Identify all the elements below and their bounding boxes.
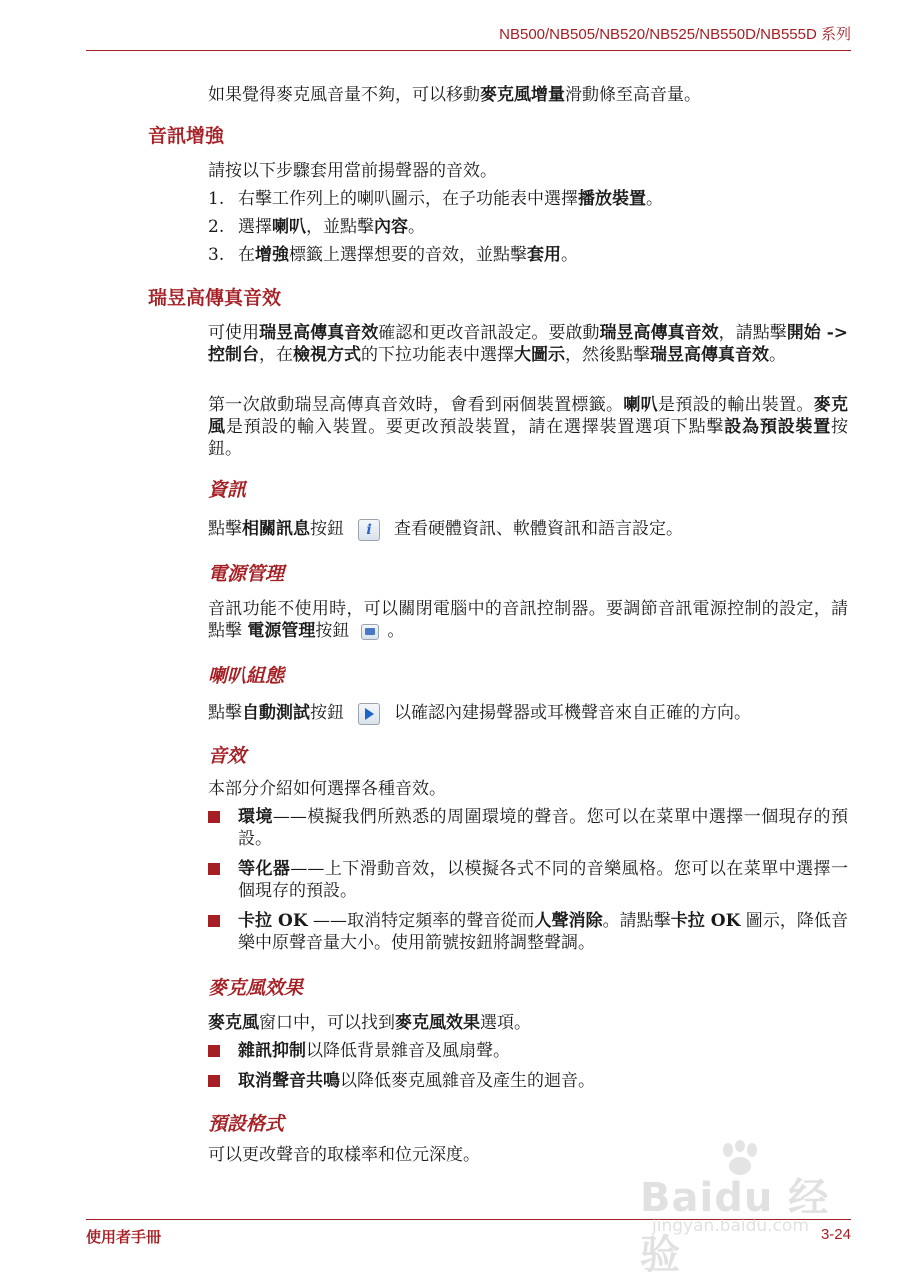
list-item-noise-suppression	[208, 1040, 848, 1062]
step-text: ，並點擊	[306, 217, 374, 237]
vocal-removal-term: 人聲消除	[534, 911, 603, 931]
text: 是預設的輸出裝置。	[657, 395, 814, 415]
play-icon[interactable]	[358, 703, 380, 725]
karaoke-term: 卡拉 OK	[670, 911, 741, 931]
step-2	[208, 216, 848, 238]
text: 選項。	[480, 1013, 531, 1033]
power-paragraph	[208, 598, 848, 642]
list-item-environment	[208, 806, 848, 850]
audio-enhance-desc: 請按以下步驟套用當前揚聲器的音效。	[208, 161, 497, 181]
text: 按鈕。	[208, 417, 849, 459]
power-management-icon[interactable]	[361, 624, 379, 640]
realtek-term: 瑞昱高傳真音效	[650, 345, 769, 365]
section-title-speaker-config: 喇叭組態	[208, 665, 285, 687]
intro-text: 如果覺得麥克風音量不夠，可以移動	[208, 85, 480, 105]
page-number: 3-24	[820, 1226, 851, 1243]
speaker-term: 喇叭	[623, 395, 658, 415]
noise-suppression-term: 雜訊抑制	[238, 1041, 306, 1061]
environment-term: 環境	[238, 807, 273, 827]
section-title-mic-effects: 麥克風效果	[208, 977, 304, 999]
info-icon[interactable]: i	[358, 519, 380, 541]
text: 以降低背景雜音及風扇聲。	[306, 1041, 510, 1061]
step-number: 1.	[208, 189, 225, 209]
text: ，在	[259, 345, 293, 365]
set-default-device-term: 設為預設裝置	[724, 417, 832, 437]
equalizer-term: 等化器	[238, 859, 291, 879]
step-text-end: 。	[646, 189, 663, 209]
watermark-brand: Baidu 经验	[640, 1175, 830, 1278]
list-item-karaoke	[208, 910, 848, 954]
mic-effects-paragraph	[208, 1012, 848, 1034]
step-text-end: 。	[408, 217, 425, 237]
microphone-term: 麥克風	[208, 395, 849, 437]
bullet-square	[208, 1045, 220, 1057]
info-paragraph	[208, 518, 848, 541]
section-title-power: 電源管理	[208, 563, 285, 585]
text: 可使用	[208, 323, 260, 343]
bullet-square	[208, 863, 220, 875]
default-format-desc: 可以更改聲音的取樣率和位元深度。	[208, 1145, 480, 1165]
step-text-end: 。	[561, 245, 578, 265]
text: ，然後點擊	[565, 345, 650, 365]
section-title-default-format: 預設格式	[208, 1113, 285, 1135]
bullet-square	[208, 915, 220, 927]
intro-paragraph	[208, 84, 848, 106]
watermark-url: jingyan.baidu.com	[652, 1216, 809, 1236]
text: ——上下滑動音效，以模擬各式不同的音樂風格。您可以在菜單中選擇一個現存的預設。	[238, 859, 849, 901]
text: ——模擬我們所熟悉的周圍環境的聲音。您可以在菜單中選擇一個現存的預設。	[238, 807, 849, 849]
info-term: 相關訊息	[242, 519, 310, 539]
text: 以確認內建揚聲器或耳機聲音來自正確的方向。	[394, 703, 751, 723]
footer-manual-title: 使用者手冊	[86, 1228, 162, 1246]
step-text: 右擊工作列上的喇叭圖示，在子功能表中選擇	[238, 189, 578, 209]
enhance-term: 增強	[255, 245, 289, 265]
text: 點擊	[208, 703, 242, 723]
view-by-term: 檢視方式	[293, 345, 361, 365]
step-number: 2.	[208, 217, 225, 237]
section-title-info: 資訊	[208, 479, 247, 501]
auto-test-term: 自動測試	[242, 703, 310, 723]
realtek-term: 瑞昱高傳真音效	[259, 323, 379, 343]
start-control-panel-term: 開始 -> 控制台	[208, 323, 849, 365]
step-text: 標籤上選擇想要的音效，並點擊	[289, 245, 527, 265]
section-title-sound-effects: 音效	[208, 745, 247, 767]
step-3	[208, 244, 848, 266]
intro-text-end: 滑動條至高音量。	[565, 85, 701, 105]
bullet-square	[208, 811, 220, 823]
page-header	[86, 22, 851, 51]
text: ——取消特定頻率的聲音從而	[307, 911, 535, 931]
text: 按鈕	[315, 621, 350, 641]
list-item-equalizer	[208, 858, 848, 902]
text: 圖示，降低音樂中原聲音量大小。使用箭號按鈕將調整聲調。	[238, 911, 848, 953]
realtek-paragraph-2	[208, 394, 848, 460]
text: 確認和更改音訊設定。要啟動	[378, 323, 600, 343]
list-item-echo-cancellation	[208, 1070, 848, 1092]
text: 查看硬體資訊、軟體資訊和語言設定。	[394, 519, 683, 539]
step-1	[208, 188, 848, 210]
text: 窗口中，可以找到	[259, 1013, 395, 1033]
section-title-audio-enhance: 音訊增強	[148, 125, 225, 147]
large-icons-term: 大圖示	[514, 345, 565, 365]
section-title-realtek: 瑞昱高傳真音效	[148, 287, 282, 309]
echo-cancellation-term: 取消聲音共鳴	[238, 1071, 340, 1091]
microphone-term: 麥克風	[208, 1013, 259, 1033]
text: 的下拉功能表中選擇	[361, 345, 514, 365]
mic-boost-term: 麥克風增量	[480, 85, 565, 105]
playback-devices-term: 播放裝置	[578, 189, 646, 209]
text: 第一次啟動瑞昱高傳真音效時，會看到兩個裝置標籤。	[208, 395, 624, 415]
apply-term: 套用	[527, 245, 561, 265]
speaker-term: 喇叭	[272, 217, 306, 237]
properties-term: 內容	[374, 217, 408, 237]
text: 。	[769, 345, 786, 365]
text: 點擊	[208, 519, 242, 539]
bullet-square	[208, 1075, 220, 1087]
karaoke-term: 卡拉 OK	[238, 911, 308, 931]
step-number: 3.	[208, 245, 225, 265]
text: 音訊功能不使用時，可以關閉電腦中的音訊控制器。要調節音訊電源控制的設定，請點擊	[208, 599, 848, 641]
speaker-config-paragraph	[208, 702, 848, 725]
series-title: NB500/NB505/NB520/NB525/NB550D/NB555D 系列	[499, 26, 851, 43]
text: 是預設的輸入裝置。要更改預設裝置，請在選擇裝置選項下點擊	[225, 417, 725, 437]
text: 。	[387, 621, 405, 641]
text: 按鈕	[310, 519, 344, 539]
text: 按鈕	[310, 703, 344, 723]
step-text: 在	[238, 245, 255, 265]
step-text: 選擇	[238, 217, 272, 237]
text: 以降低麥克風雜音及產生的迴音。	[340, 1071, 595, 1091]
text: 。請點擊	[602, 911, 671, 931]
realtek-paragraph-1	[208, 322, 848, 366]
power-management-term: 電源管理	[247, 621, 316, 641]
text: ，請點擊	[718, 323, 787, 343]
baidu-watermark	[632, 1140, 862, 1278]
mic-effects-term: 麥克風效果	[395, 1013, 480, 1033]
realtek-term: 瑞昱高傳真音效	[599, 323, 719, 343]
sound-effects-desc: 本部分介紹如何選擇各種音效。	[208, 779, 446, 799]
